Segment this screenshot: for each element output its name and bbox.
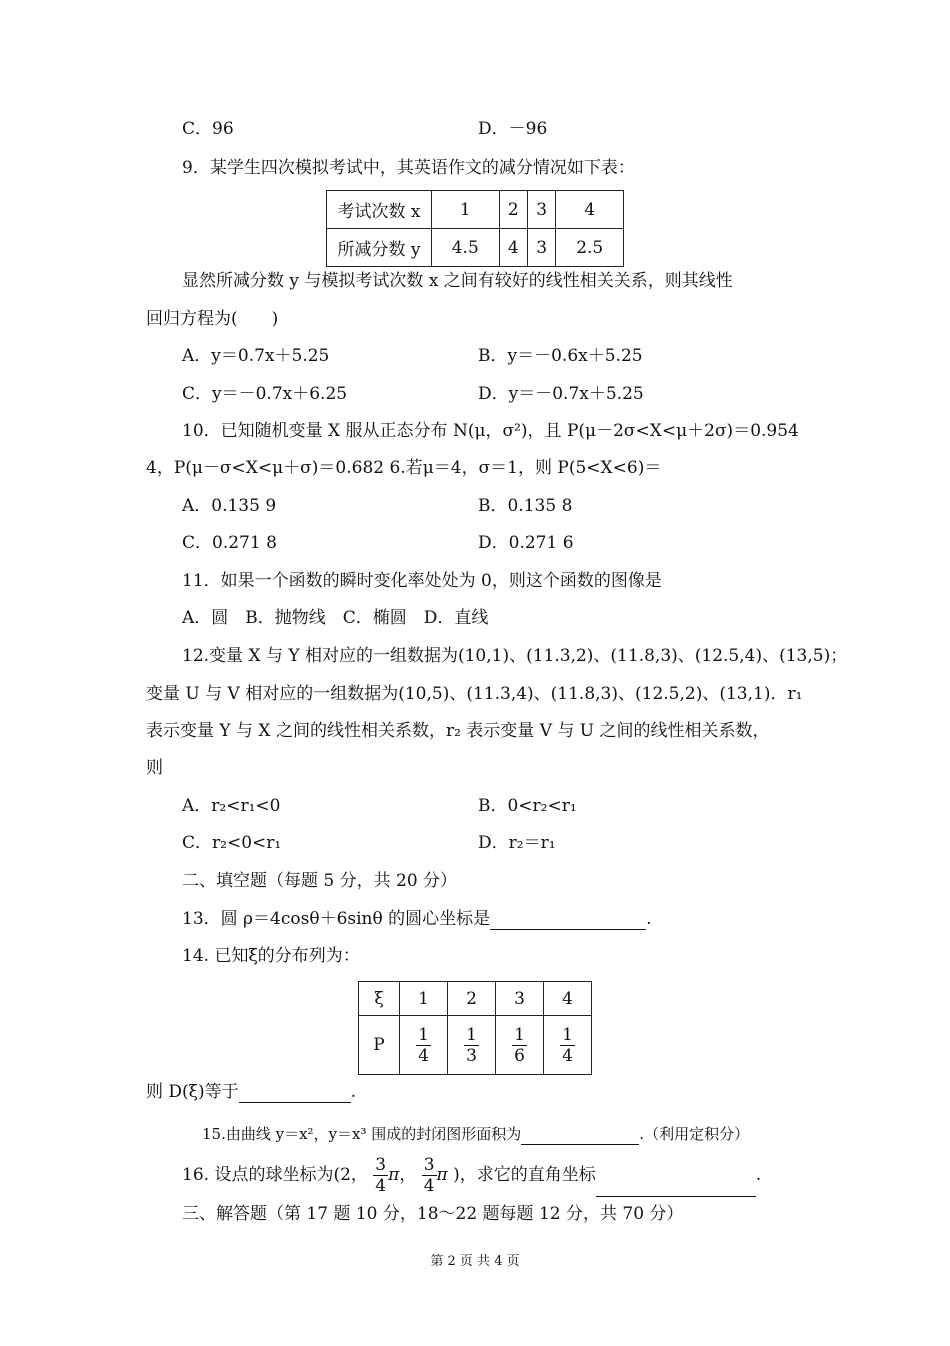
page-footer: 第 2 页 共 4 页 — [430, 1254, 520, 1269]
q14-row2-header: P — [359, 1016, 400, 1075]
q14-frac-num: 1 — [466, 1024, 477, 1045]
q12-option-d: D．r₂＝r₁ — [478, 833, 556, 853]
q14-cell — [544, 1016, 592, 1075]
q16-prefix: 16. 设点的球坐标为(2， — [182, 1165, 368, 1185]
q14-cell — [400, 1016, 448, 1075]
q16-frac-num: 3 — [375, 1155, 387, 1175]
q15-text: 15.由曲线 y＝x²，y＝x³ 围成的封闭图形面积为 — [202, 1125, 522, 1143]
q12-line4: 则 — [146, 758, 163, 778]
q15-suffix: .（利用定积分） — [639, 1125, 750, 1143]
q8-option-d: D．－96 — [478, 119, 548, 139]
q12-line2: 变量 U 与 V 相对应的一组数据为(10,5)、(11.3,4)、(11.8,3)、(12.5,2)、(13,1)．r₁ — [146, 684, 803, 704]
q9-stem: 9．某学生四次模拟考试中，其英语作文的减分情况如下表： — [182, 158, 635, 178]
q12-option-b: B．0<r₂<r₁ — [478, 796, 577, 816]
q13-answer-blank[interactable] — [490, 907, 646, 930]
q9-text2: 回归方程为( ) — [146, 309, 279, 329]
q8-option-c: C．96 — [182, 119, 234, 139]
q14-answer-prefix: 则 D(ξ)等于 — [146, 1082, 239, 1102]
q10-option-a: A．0.135 9 — [182, 496, 277, 516]
q13-end: . — [646, 909, 652, 929]
q9-option-d: D．y＝－0.7x＋5.25 — [478, 384, 644, 404]
q14-cell — [448, 1016, 496, 1075]
q9-cell: 4 — [556, 191, 624, 229]
q16-answer-blank[interactable] — [596, 1152, 756, 1197]
q14-cell — [496, 1016, 544, 1075]
q12-line1: 12.变量 X 与 Y 相对应的一组数据为(10,1)、(11.3,2)、(11.8,3)、(12.5,4)、(13,5)； — [182, 646, 848, 666]
q15 — [202, 1122, 749, 1145]
q14-cell: 2 — [448, 982, 496, 1016]
q9-option-a: A．y＝0.7x＋5.25 — [182, 346, 330, 366]
q9-cell: 1 — [432, 191, 500, 229]
q11-stem: 11．如果一个函数的瞬时变化率处处为 0，则这个函数的图像是 — [182, 571, 662, 591]
q9-option-c: C．y＝－0.7x＋6.25 — [182, 384, 348, 404]
q13-prefix: 13．圆 — [182, 909, 238, 929]
q9-cell: 2 — [499, 191, 527, 229]
q16-end: . — [755, 1165, 762, 1185]
q12-line3: 表示变量 Y 与 X 之间的线性相关系数，r₂ 表示变量 V 与 U 之间的线性相关系数， — [146, 721, 770, 741]
q16-pi: π — [436, 1165, 448, 1185]
q14-frac-den: 3 — [466, 1045, 477, 1066]
q16-sep: ， — [399, 1165, 417, 1185]
q9-cell: 2.5 — [556, 229, 624, 267]
q10-option-b: B．0.135 8 — [478, 496, 573, 516]
q16-frac-num: 3 — [423, 1155, 435, 1175]
q14-stem: 14. 已知ξ的分布列为： — [182, 946, 360, 966]
q14-answer-end: . — [350, 1082, 357, 1102]
q14-frac-den: 4 — [562, 1045, 573, 1066]
q16-pi: π — [388, 1165, 400, 1185]
q14-frac-num: 1 — [418, 1024, 429, 1045]
q10-line1: 10．已知随机变量 X 服从正态分布 N(μ，σ²)，且 P(μ－2σ<X<μ＋2σ)＝0.954 — [182, 421, 799, 441]
q10-option-c: C．0.271 8 — [182, 533, 277, 553]
q14-answer — [146, 1080, 356, 1103]
q14-cell: 3 — [496, 982, 544, 1016]
q11-options: A．圆 B．抛物线 C．椭圆 D．直线 — [182, 608, 489, 628]
q16-frac-den: 4 — [375, 1176, 387, 1196]
q15-answer-blank[interactable] — [521, 1122, 639, 1145]
q14-frac-den: 4 — [418, 1045, 429, 1066]
q16-frac-den: 4 — [423, 1176, 435, 1196]
q9-cell: 3 — [527, 191, 555, 229]
q14-cell: 4 — [544, 982, 592, 1016]
q9-option-b: B．y＝－0.6x＋5.25 — [478, 346, 643, 366]
q10-line2: 4，P(μ－σ<X<μ＋σ)＝0.682 6.若μ＝4，σ＝1，则 P(5<X<6)＝ — [146, 458, 662, 478]
q14-frac-num: 1 — [562, 1024, 573, 1045]
q12-option-a: A．r₂<r₁<0 — [182, 796, 281, 816]
q14-answer-blank[interactable] — [239, 1080, 351, 1103]
q9-cell: 4.5 — [432, 229, 500, 267]
q16 — [182, 1152, 761, 1197]
q9-text1: 显然所减分数 y 与模拟考试次数 x 之间有较好的线性相关关系，则其线性 — [182, 271, 733, 291]
q9-row2-header: 所减分数 y — [327, 229, 432, 267]
q9-row1-header: 考试次数 x — [327, 191, 432, 229]
q9-cell: 4 — [499, 229, 527, 267]
q9-cell: 3 — [527, 229, 555, 267]
q9-table — [326, 190, 624, 267]
q10-option-d: D．0.271 6 — [478, 533, 574, 553]
q14-cell: 1 — [400, 982, 448, 1016]
q14-table — [358, 981, 592, 1075]
section-solve-title: 三、解答题（第 17 题 10 分，18～22 题每题 12 分，共 70 分） — [182, 1204, 684, 1224]
q16-suffix: )，求它的直角坐标 — [453, 1165, 596, 1185]
q14-frac-den: 6 — [514, 1045, 525, 1066]
q14-frac-num: 1 — [514, 1024, 525, 1045]
q14-row1-header: ξ — [359, 982, 400, 1016]
q13 — [182, 907, 652, 930]
q13-formula: ρ＝4cosθ＋6sinθ — [243, 909, 383, 929]
q13-suffix: 的圆心坐标是 — [388, 909, 491, 929]
q12-option-c: C．r₂<0<r₁ — [182, 833, 282, 853]
section-fill-in-title: 二、填空题（每题 5 分，共 20 分） — [182, 871, 458, 891]
